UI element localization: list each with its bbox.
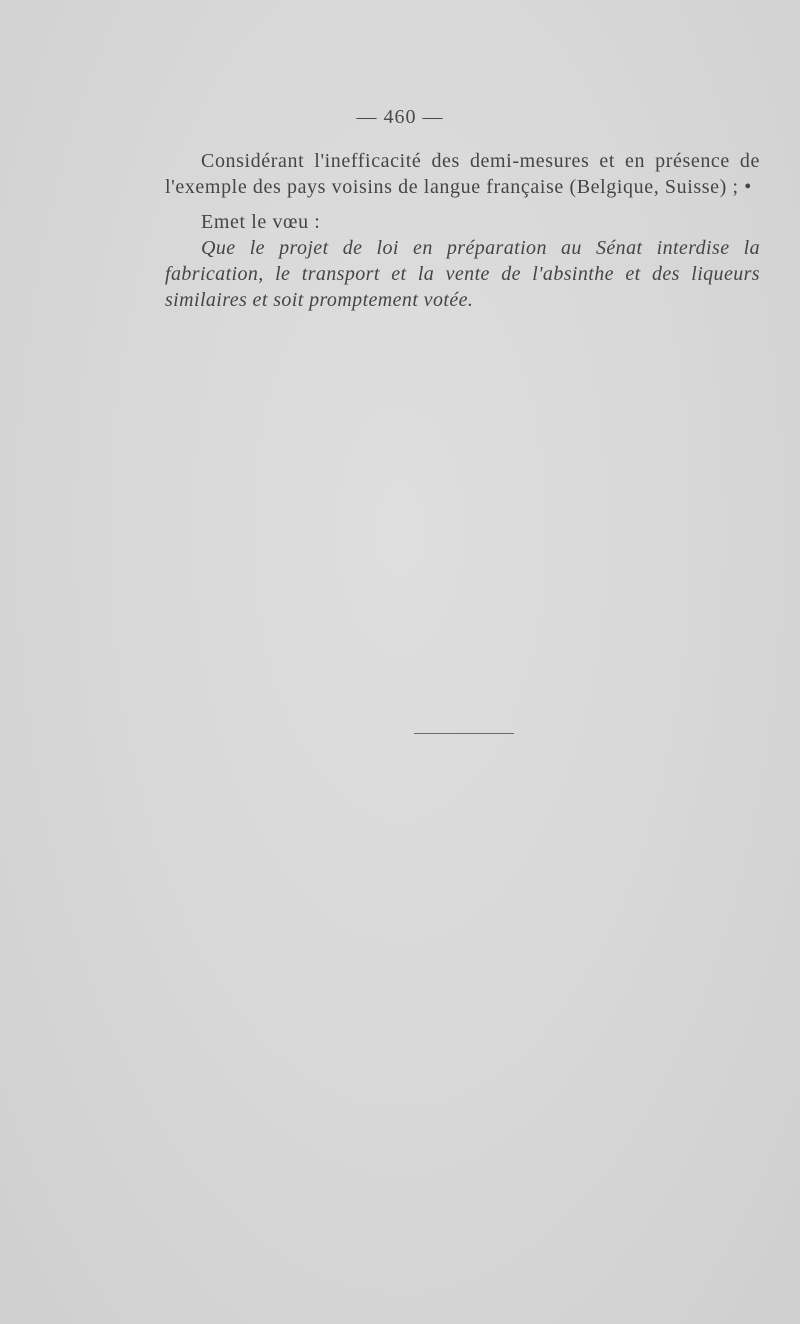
paragraph-emet-le-voeu: Emet le vœu : [201, 211, 321, 233]
paragraph-resolution: Que le projet de loi en préparation au Sénat interdise la fabrication, le transport et la vente de l'absinthe et des liqueurs similaires et soit promptement votée. [165, 237, 760, 311]
section-divider [414, 733, 514, 734]
paragraph-considerant: Considérant l'inefficacité des demi-mesures et en présence de l'exemple des pays voisins de langue française (Belgique, Suisse) ; • [165, 150, 760, 198]
page-number: — 460 — [356, 106, 444, 128]
body-text [165, 148, 760, 313]
